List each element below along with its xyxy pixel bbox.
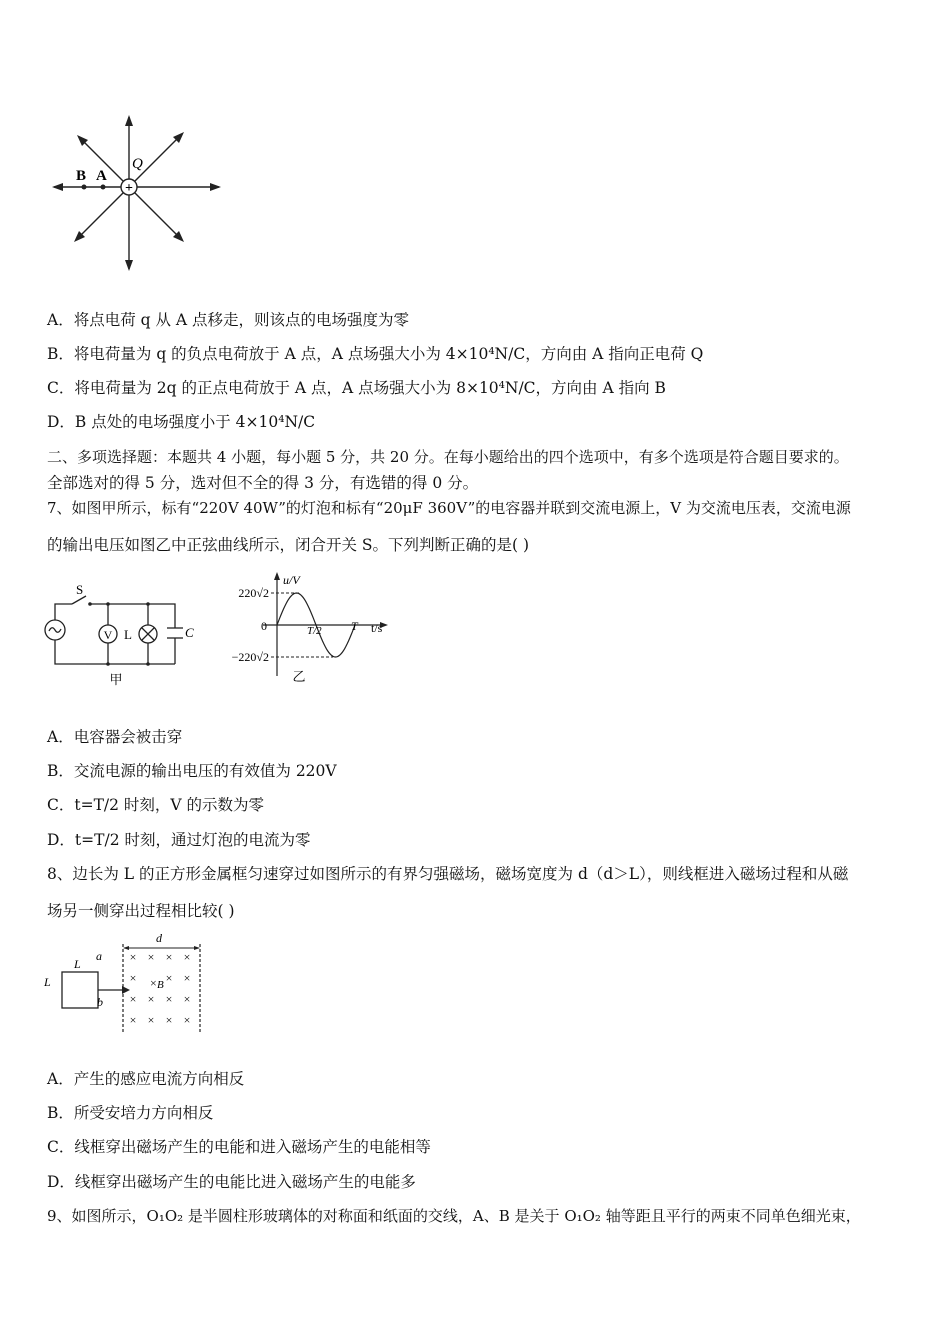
capacitor-c-label: C [185,625,194,640]
q8-stem-2: 场另一侧穿出过程相比较( ) [47,902,235,920]
wave-half-period-label: T/2 [307,625,322,637]
q8-option-a: A．产生的感应电流方向相反 [47,1070,245,1088]
q6-option-c: C．将电荷量为 2q 的正点电荷放于 A 点，A 点场强大小为 8×10⁴N/C，方向由 A 指向 B [47,379,666,397]
q8-option-c: C．线框穿出磁场产生的电能和进入磁场产生的电能相等 [47,1138,431,1156]
point-a-label: A [96,168,107,184]
side-l-top-label: L [74,957,81,971]
field-b-label: B [157,979,164,991]
wave-max-label: 220√2 [238,586,269,600]
magnetic-field-figure [40,930,210,1040]
wave-period-label: T [351,619,358,633]
switch-s-label: S [76,582,84,597]
wave-origin-label: 0 [261,619,267,633]
charge-plus-sign: + [125,181,133,196]
q6-option-d: D．B 点处的电场强度小于 4×10⁴N/C [47,413,316,431]
q8-stem-1: 8、边长为 L 的正方形金属框匀速穿过如图所示的有界匀强磁场，磁场宽度为 d（d＞L），则线框进入磁场过程和从磁 [47,865,849,883]
figure-yi-caption: 乙 [292,669,306,684]
q8-option-d: D．线框穿出磁场产生的电能比进入磁场产生的电能多 [47,1173,416,1191]
field-cross: × [129,992,137,1006]
field-cross: × [129,971,137,985]
field-cross: × [165,992,173,1006]
q7-stem-2: 的输出电压如图乙中正弦曲线所示，闭合开关 S。下列判断正确的是( ) [47,536,530,554]
lamp-l-label: L [124,627,132,642]
q6-option-a: A．将点电荷 q 从 A 点移走，则该点的电场强度为零 [47,311,410,329]
q8-option-b: B．所受安培力方向相反 [47,1104,214,1122]
field-cross: × [183,1013,191,1027]
field-lines-figure [44,112,224,274]
width-d-label: d [156,931,162,945]
point-b-label: b [97,995,103,1009]
field-cross: × [165,1013,173,1027]
field-cross: × [129,1013,137,1027]
wave-min-label: −220√2 [231,650,269,664]
field-cross: × [150,976,157,990]
field-cross: × [147,992,155,1006]
field-cross: × [165,950,173,964]
q7-option-a: A．电容器会被击穿 [47,728,183,746]
q6-option-b: B．将电荷量为 q 的负点电荷放于 A 点，A 点场强大小为 4×10⁴N/C，方向由 A 指向正电荷 Q [47,345,704,363]
charge-q-label: Q [132,156,143,172]
side-l-left-label: L [44,975,51,989]
q7-stem-1: 7、如图甲所示，标有“220V 40W”的灯泡和标有“20μF 360V”的电容器并联到交流电源上，V 为交流电压表，交流电源 [47,499,851,517]
q9-stem-1: 9、如图所示，O₁O₂ 是半圆柱形玻璃体的对称面和纸面的交线，A、B 是关于 O₁O₂ 轴等距且平行的两束不同单色细光束， [47,1207,861,1225]
section2-instructions-2: 全部选对的得 5 分，选对但不全的得 3 分，有选错的得 0 分。 [47,474,479,492]
wave-y-axis-label: u/V [283,573,300,587]
field-cross: × [165,971,173,985]
section2-instructions-1: 二、多项选择题：本题共 4 小题，每小题 5 分，共 20 分。在每小题给出的四个选项中，有多个选项是符合题目要求的。 [47,448,849,466]
field-cross: × [183,971,191,985]
field-cross: × [147,1013,155,1027]
field-cross: × [183,992,191,1006]
point-a-label: a [96,949,102,963]
point-b-label: B [76,168,87,184]
voltmeter-v-label: V [103,628,113,642]
q7-option-d: D．t=T/2 时刻，通过灯泡的电流为零 [47,831,311,849]
q7-option-b: B．交流电源的输出电压的有效值为 220V [47,762,337,780]
field-cross: × [147,950,155,964]
field-cross: × [183,950,191,964]
field-cross: × [129,950,137,964]
wave-x-axis-label: t/s [371,621,383,635]
q7-option-c: C．t=T/2 时刻，V 的示数为零 [47,796,265,814]
figure-jia-caption: 甲 [109,672,123,687]
circuit-figure [40,578,200,690]
voltage-waveform-figure [205,568,395,690]
